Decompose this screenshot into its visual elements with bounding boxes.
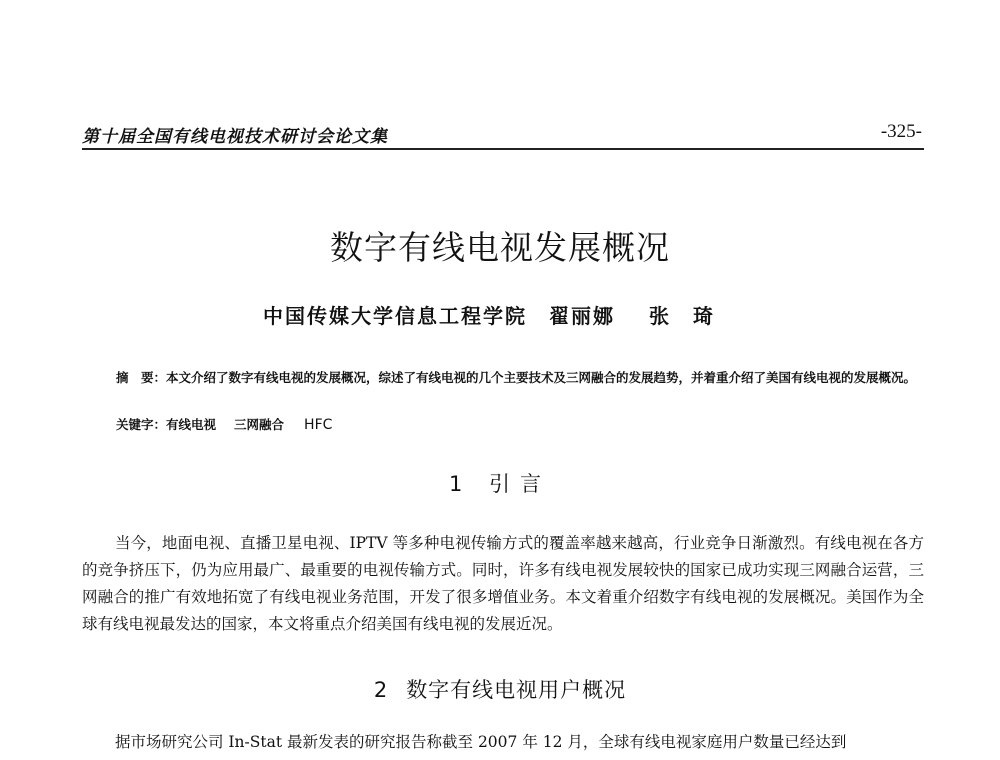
author-1: 翟丽娜 (549, 304, 615, 328)
abstract-text: 本文介绍了数字有线电视的发展概况，综述了有线电视的几个主要技术及三网融合的发展趋势，并着重介绍了美国有线电视的发展概况。 (166, 370, 917, 385)
section-1-paragraph: 当今，地面电视、直播卫星电视、IPTV 等多种电视传输方式的覆盖率越来越高，行业竞争日渐激烈。有线电视在各方的竞争挤压下，仍为应用最广、最重要的电视传输方式。同时，许多有线电视发展较快的国家已成功实现三网融合运营，三网融合的推广有效地拓宽了有线电视业务范围，开发了很多增值业务。本文着重介绍数字有线电视的发展概况。美国作为全球有线电视最发达的国家，本文将重点介绍美国有线电视的发展近况。 (82, 534, 924, 633)
affiliation: 中国传媒大学信息工程学院 (263, 304, 527, 328)
section-2-title: 数字有线电视用户概况 (406, 678, 627, 702)
keywords (116, 415, 332, 433)
author-2: 张琦 (649, 304, 737, 328)
section-2-paragraph: 据市场研究公司 In-Stat 最新发表的研究报告称截至 2007 年 12 月，全球有线电视家庭用户数量已经达到 (115, 733, 847, 751)
section-2-number: 2 (373, 678, 389, 702)
section-1-number: 1 (448, 472, 473, 496)
page-number: -325- (880, 121, 922, 142)
running-header (82, 118, 924, 150)
paper-title: 数字有线电视发展概况 (330, 228, 670, 267)
keyword-3: HFC (304, 417, 333, 433)
section-1-heading (0, 468, 1000, 498)
abstract (82, 366, 924, 389)
journal-title: 第十届全国有线电视技术研讨会论文集 (82, 127, 388, 147)
section-1-title: 引言 (489, 472, 552, 496)
abstract-label: 摘 要： (116, 370, 167, 385)
section-2-heading (0, 674, 1000, 704)
keyword-1: 有线电视 (166, 417, 217, 432)
author-line (0, 300, 1000, 329)
keywords-label: 关键字： (116, 417, 167, 432)
keyword-2: 三网融合 (234, 417, 285, 432)
